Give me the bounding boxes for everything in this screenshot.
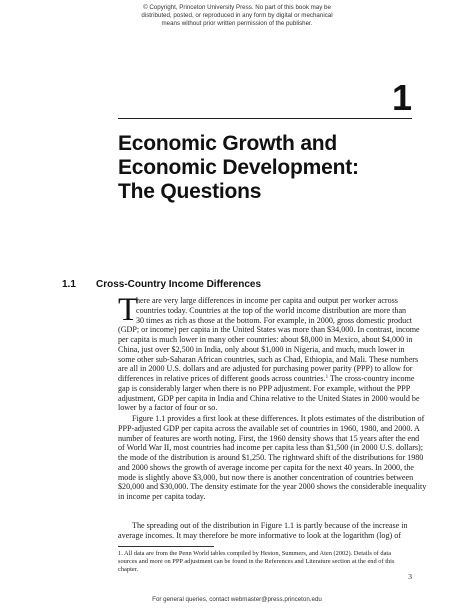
copyright-line: distributed, posted, or reproduced in any form by digital or mechanical xyxy=(141,11,333,19)
chapter-title-line: Economic Development: xyxy=(118,156,359,179)
section-heading xyxy=(62,279,261,291)
text-line: here are very large differences in income per capita and output per worker across xyxy=(136,296,398,305)
chapter-number: 1 xyxy=(391,77,412,118)
text-line: average incomes. It may therefore be more informative to look at the logarithm (log) of xyxy=(118,530,401,540)
text-line: (GDP; or income) per capita in the United States was more than $34,000. In contrast, income xyxy=(118,325,420,335)
text-line: countries today. Countries at the top of the world income distribution are more than xyxy=(136,305,407,315)
text-line: some other sub-Saharan African countries, such as Chad, Ethiopia, and Mali. These numbers xyxy=(118,354,419,364)
text-line: gap is considerably larger when there is no PPP adjustment. For example, without the PPP xyxy=(118,383,411,393)
section-title: Cross-Country Income Differences xyxy=(96,279,262,290)
text-line: per capita is much lower in many other countries: about $8,000 in Mexico, about $4,000 in xyxy=(118,335,413,344)
paragraph-1 xyxy=(118,292,420,413)
chapter-title xyxy=(118,132,418,204)
text-line: $20,000 and $30,000. The density estimate for the year 2000 shows the considerable inequality xyxy=(118,482,427,492)
text-line: and 2000 shows the growth of average income per capita for the next 40 years. In 2000, the xyxy=(118,462,415,472)
chapter-title-line: Economic Growth and xyxy=(118,132,338,155)
text-line: China, just over $2,500 in India, only about $1,000 in Nigeria, and much, much lower in xyxy=(118,344,405,354)
text-line: of World War II, most countries had income per capita less than $1,500 (in 2000 U.S. dollars); xyxy=(118,443,423,453)
chapter-title-line: The Questions xyxy=(118,180,262,203)
section-number: 1.1 xyxy=(62,279,76,290)
text-line: are all in 2000 U.S. dollars and are adjusted for purchasing power parity (PPP) to allow for xyxy=(118,364,413,374)
text-line xyxy=(118,374,413,384)
text-line: lower by a factor of four or so. xyxy=(118,403,218,413)
text-segment: The cross-country income xyxy=(328,374,415,383)
chapter-rule xyxy=(118,118,412,119)
footnote-line: 1. All data are from the Penn World tables compiled by Heston, Summers, and Aten (2002). Details of data xyxy=(118,550,392,557)
text-line: mode is slightly above $3,000, but now there is another concentration of countries between xyxy=(118,472,414,482)
footnote-rule xyxy=(118,546,214,547)
page-number: 3 xyxy=(408,572,412,581)
paragraph-3 xyxy=(118,521,413,541)
text-line: number of features are worth noting. First, the 1960 density shows that 15 years after the end xyxy=(118,433,420,443)
footnote-line: sources and more on PPP adjustment can be found in the References and Literature section at the end of this xyxy=(118,557,395,565)
text-line: Figure 1.1 provides a first look at these differences. It plots estimates of the distribution of xyxy=(132,414,425,423)
copyright-line: means without prior written permission of the publisher. xyxy=(161,19,313,27)
footnote-marker[interactable]: 1 xyxy=(325,375,329,380)
copyright-notice xyxy=(0,4,474,27)
text-line: in income per capita today. xyxy=(118,492,206,501)
copyright-line: © Copyright, Princeton University Press. No part of this book may be xyxy=(143,4,331,11)
text-segment: differences in relative prices of different goods across countries. xyxy=(118,374,326,383)
text-line: adjustment, GDP per capita in India and China relative to the United States in 2000 would be xyxy=(118,393,420,403)
text-line: the mode of the distribution is around $1,250. The rightward shift of the distributions for 1980 xyxy=(118,453,424,462)
footnote xyxy=(118,550,414,574)
paragraph-2 xyxy=(118,414,427,502)
text-line: 30 times as rich as those at the bottom. For example, in 2000, gross domestic product xyxy=(136,315,413,325)
text-line: The spreading out of the distribution in Figure 1.1 is partly because of the increase in xyxy=(132,521,408,530)
text-line: PPP-adjusted GDP per capita across the available set of countries in 1960, 1980, and 2000. A xyxy=(118,423,420,433)
drop-cap: T xyxy=(118,292,139,328)
footer-contact: For general queries, contact webmaster@press.princeton.edu xyxy=(152,596,322,603)
footnote-line: chapter. xyxy=(118,565,139,573)
